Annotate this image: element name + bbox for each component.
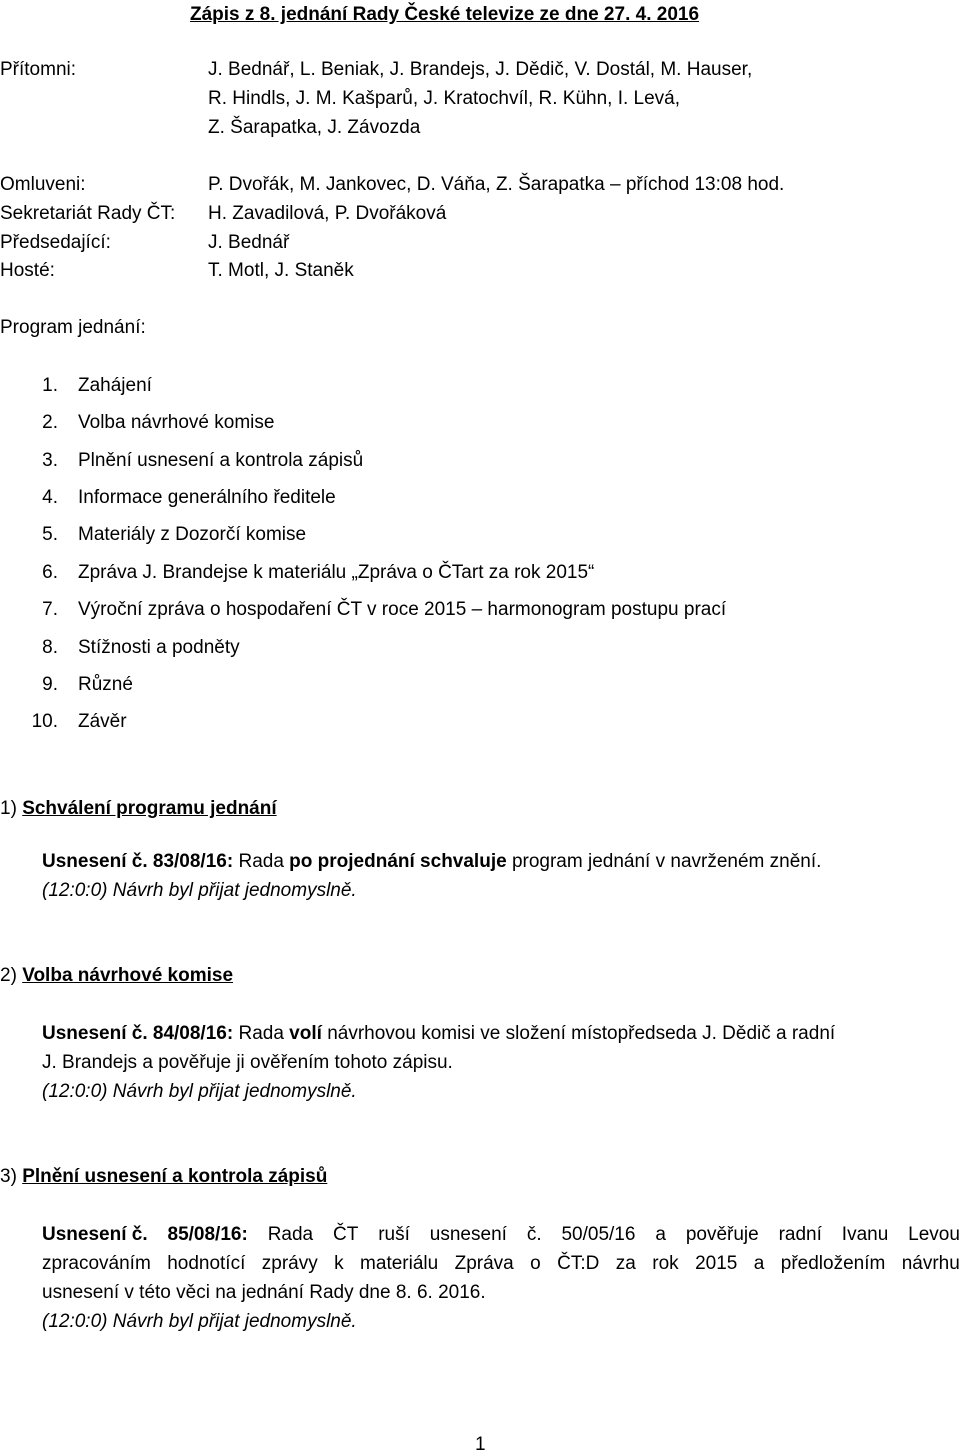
resolution-83: Usnesení č. 83/08/16: Rada po projednání schvaluje program jednání v navrženém znění.	[42, 851, 822, 872]
resolution-85-line-1: Usnesení č. 85/08/16: Rada ČT ruší usnesení č. 50/05/16 a pověřuje radní Ivanu Levou	[42, 1224, 960, 1245]
section-heading-3: 3) Plnění usnesení a kontrola zápisů	[0, 1166, 328, 1187]
program-item: 1. Zahájení	[42, 375, 152, 396]
pritomni-line-1: J. Bednář, L. Beniak, J. Brandejs, J. Dědič, V. Dostál, M. Hauser,	[208, 59, 753, 80]
omluveni-label: Omluveni:	[0, 174, 86, 195]
program-item: 5. Materiály z Dozorčí komise	[42, 524, 307, 545]
resolution-85-line-3: usnesení v této věci na jednání Rady dne 8. 6. 2016.	[42, 1282, 486, 1303]
program-item: 8. Stížnosti a podněty	[42, 637, 240, 658]
vote-result-2: (12:0:0) Návrh byl přijat jednomyslně.	[42, 1081, 357, 1102]
sekretariat-label: Sekretariát Rady ČT:	[0, 203, 176, 224]
program-item: 10. Závěr	[31, 711, 127, 732]
pritomni-line-2: R. Hindls, J. M. Kašparů, J. Kratochvíl, R. Kühn, I. Levá,	[208, 88, 681, 109]
predsedajici-label: Předsedající:	[0, 232, 111, 253]
section-heading-2: 2) Volba návrhové komise	[0, 965, 234, 986]
vote-result-1: (12:0:0) Návrh byl přijat jednomyslně.	[42, 880, 357, 901]
predsedajici-value: J. Bednář	[208, 232, 290, 253]
hoste-label: Hosté:	[0, 260, 55, 281]
program-item: 7. Výroční zpráva o hospodaření ČT v roce 2015 – harmonogram postupu prací	[42, 599, 727, 620]
page-number: 1	[475, 1434, 486, 1455]
section-heading-1: 1) Schválení programu jednání	[0, 798, 277, 819]
resolution-84-line-2: J. Brandejs a pověřuje ji ověřením tohoto zápisu.	[42, 1052, 453, 1073]
program-item: 2. Volba návrhové komise	[42, 412, 275, 433]
resolution-85-line-2: zpracováním hodnotící zprávy k materiálu Zpráva o ČT:D za rok 2015 a předložením návrhu	[42, 1253, 960, 1274]
program-item: 4. Informace generálního ředitele	[42, 487, 336, 508]
program-label: Program jednání:	[0, 317, 146, 338]
omluveni-value: P. Dvořák, M. Jankovec, D. Váňa, Z. Šarapatka – příchod 13:08 hod.	[208, 174, 785, 195]
vote-result-3: (12:0:0) Návrh byl přijat jednomyslně.	[42, 1311, 357, 1332]
pritomni-label: Přítomni:	[0, 59, 77, 80]
program-item: 6. Zpráva J. Brandejse k materiálu „Zpráva o ČTart za rok 2015“	[42, 562, 595, 583]
program-item: 3. Plnění usnesení a kontrola zápisů	[42, 450, 364, 471]
program-item: 9. Různé	[42, 674, 133, 695]
document-title: Zápis z 8. jednání Rady České televize ze dne 27. 4. 2016	[190, 4, 700, 25]
hoste-value: T. Motl, J. Staněk	[208, 260, 354, 281]
sekretariat-value: H. Zavadilová, P. Dvořáková	[208, 203, 447, 224]
resolution-84: Usnesení č. 84/08/16: Rada volí návrhovou komisi ve složení místopředseda J. Dědič a radní	[42, 1023, 836, 1044]
pritomni-line-3: Z. Šarapatka, J. Závozda	[208, 117, 421, 138]
